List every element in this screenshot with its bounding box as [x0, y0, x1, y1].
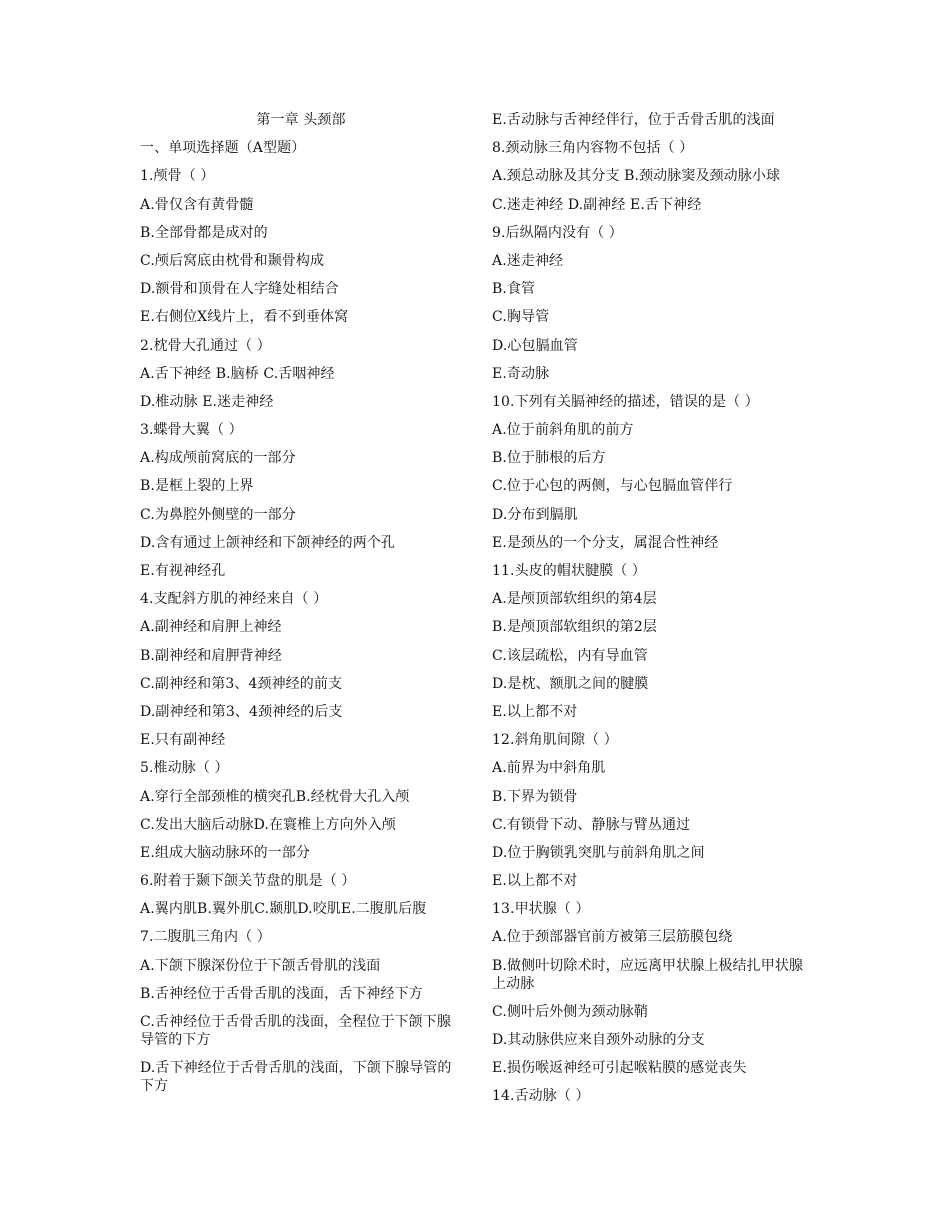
question-14: 14.舌动脉（ ） — [492, 1088, 590, 1105]
option-line: C.迷走神经 D.副神经 E.舌下神经 — [492, 196, 702, 213]
option-line: E.以上都不对 — [492, 703, 578, 720]
option-line: C.有锁骨下动、静脉与臂丛通过 — [492, 816, 691, 833]
question-5: 5.椎动脉（ ） — [140, 760, 229, 777]
option-line: D.心包膈血管 — [492, 337, 578, 354]
question-2: 2.枕骨大孔通过（ ） — [140, 337, 271, 354]
option-line: B.下界为锁骨 — [492, 788, 578, 805]
option-line: A.位于颈部器官前方被第三层筋膜包绕 — [492, 929, 733, 946]
option-line: A.颈总动脉及其分支 B.颈动脉窦及颈动脉小球 — [492, 168, 781, 185]
option-line: C.发出大脑后动脉D.在寰椎上方向外入颅 — [140, 816, 396, 833]
option-line: A.位于前斜角肌的前方 — [492, 422, 634, 439]
question-3: 3.蝶骨大翼（ ） — [140, 422, 243, 439]
option-line: A.骨仅含有黄骨髓 — [140, 196, 254, 213]
option-line: E.以上都不对 — [492, 873, 578, 890]
question-10: 10.下列有关膈神经的描述，错误的是（ ） — [492, 393, 759, 410]
option-line: E.奇动脉 — [492, 365, 550, 382]
left-column — [140, 111, 462, 1105]
option-line: A.前界为中斜角肌 — [492, 760, 606, 777]
option-line: E.是颈丛的一个分支，属混合性神经 — [492, 534, 719, 551]
option-line: B.是颅顶部软组织的第2层 — [492, 619, 657, 636]
option-line: B.是框上裂的上界 — [140, 478, 254, 495]
option-line: A.构成颅前窝底的一部分 — [140, 450, 296, 467]
option-line: D.位于胸锁乳突肌与前斜角肌之间 — [492, 844, 705, 861]
option-line: D.副神经和第3、4颈神经的后支 — [140, 703, 343, 720]
option-line: C.舌神经位于舌骨舌肌的浅面，全程位于下颌下腺导管的下方 — [140, 1014, 451, 1048]
option-line: C.为鼻腔外侧壁的一部分 — [140, 506, 296, 523]
option-line: B.副神经和肩胛背神经 — [140, 647, 282, 664]
question-11: 11.头皮的帽状腱膜（ ） — [492, 563, 647, 579]
option-line: A.穿行全部颈椎的横突孔B.经枕骨大孔入颅 — [140, 788, 410, 805]
option-line: C.该层疏松，内有导血管 — [492, 647, 648, 664]
option-line: A.舌下神经 B.脑桥 C.舌咽神经 — [140, 365, 335, 382]
right-column — [492, 111, 814, 1116]
question-6: 6.附着于颞下颌关节盘的肌是（ ） — [140, 873, 356, 890]
option-line: E.只有副神经 — [140, 732, 226, 749]
option-line: E.损伤喉返神经可引起喉粘膜的感觉丧失 — [492, 1060, 747, 1077]
option-line: C.侧叶后外侧为颈动脉鞘 — [492, 1003, 648, 1020]
option-line: A.下颌下腺深份位于下颌舌骨肌的浅面 — [140, 957, 381, 974]
question-8: 8.颈动脉三角内容物不包括（ ） — [492, 140, 694, 157]
option-line: B.做侧叶切除术时，应远离甲状腺上极结扎甲状腺上动脉 — [492, 957, 804, 992]
option-line: B.舌神经位于舌骨舌肌的浅面，舌下神经下方 — [140, 985, 423, 1002]
question-7: 7.二腹肌三角内（ ） — [140, 929, 271, 946]
option-line: A.迷走神经 — [492, 252, 564, 269]
option-line: C.胸导管 — [492, 309, 550, 326]
option-line: E.有视神经孔 — [140, 563, 226, 579]
option-line: D.椎动脉 E.迷走神经 — [140, 393, 274, 410]
chapter-title: 第一章 头颈部 — [256, 112, 346, 128]
option-line: E.组成大脑动脉环的一部分 — [140, 844, 310, 861]
option-line: E.右侧位X线片上，看不到垂体窝 — [140, 309, 349, 326]
option-line: D.其动脉供应来自颈外动脉的分支 — [492, 1032, 705, 1048]
option-line: B.食管 — [492, 281, 536, 298]
option-line: D.含有通过上颌神经和下颌神经的两个孔 — [140, 534, 396, 551]
question-13: 13.甲状腺（ ） — [492, 901, 590, 918]
question-9: 9.后纵隔内没有（ ） — [492, 224, 623, 241]
option-line: A.翼内肌B.翼外肌C.颞肌D.咬肌E.二腹肌后腹 — [140, 901, 427, 918]
option-line: E.舌动脉与舌神经伴行，位于舌骨舌肌的浅面 — [492, 112, 775, 128]
question-4: 4.支配斜方肌的神经来自（ ） — [140, 591, 328, 608]
option-line: C.副神经和第3、4颈神经的前支 — [140, 675, 343, 692]
option-line: D.舌下神经位于舌骨舌肌的浅面，下颌下腺导管的下方 — [140, 1060, 452, 1095]
question-12: 12.斜角肌间隙（ ） — [492, 732, 618, 749]
question-1: 1.颅骨（ ） — [140, 168, 215, 185]
option-line: C.颅后窝底由枕骨和颞骨构成 — [140, 252, 325, 269]
option-line: B.位于肺根的后方 — [492, 450, 606, 467]
option-line: D.是枕、额肌之间的腱膜 — [492, 675, 649, 692]
option-line: B.全部骨都是成对的 — [140, 224, 268, 241]
option-line: A.副神经和肩胛上神经 — [140, 619, 282, 636]
section-heading: 一、单项选择题（A型题） — [140, 140, 306, 157]
option-line: D.额骨和顶骨在人字缝处相结合 — [140, 281, 339, 298]
option-line: C.位于心包的两侧，与心包膈血管伴行 — [492, 478, 733, 495]
option-line: D.分布到膈肌 — [492, 506, 578, 523]
option-line: A.是颅顶部软组织的第4层 — [492, 591, 657, 608]
